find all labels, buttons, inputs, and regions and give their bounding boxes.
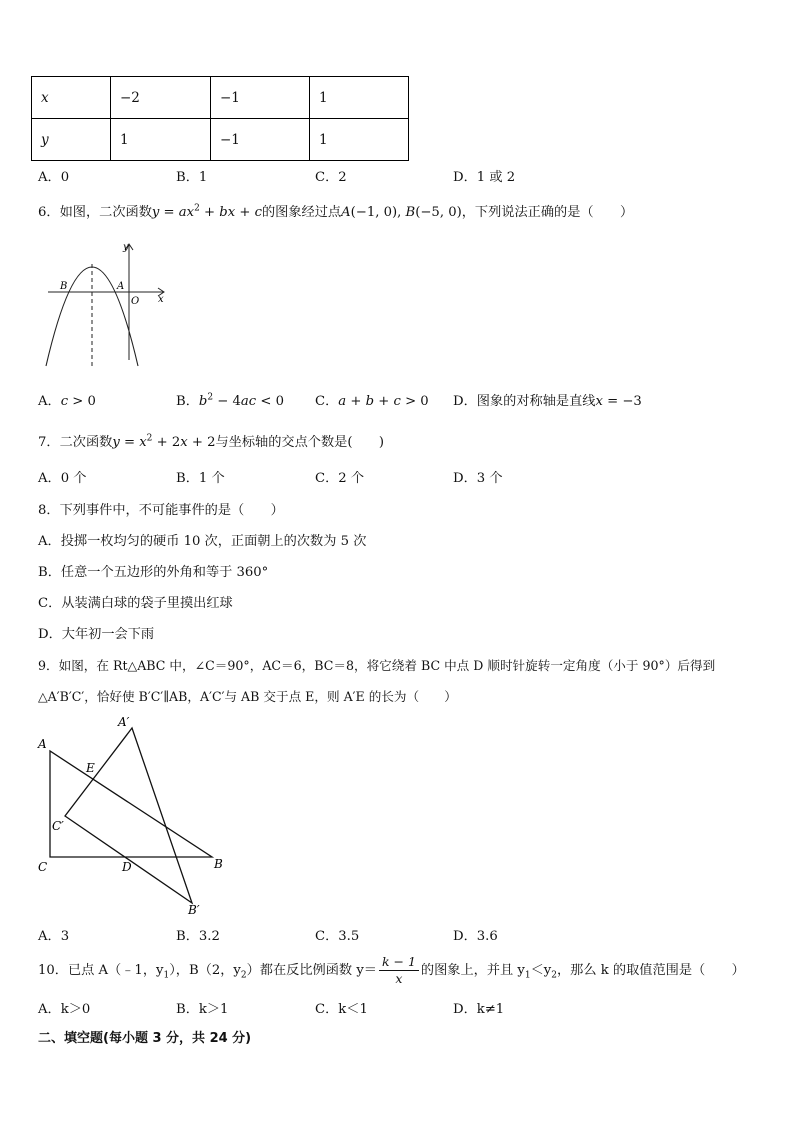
point-b-label: B xyxy=(60,281,68,292)
label-d: D xyxy=(122,860,132,874)
q7-option-d: D．3 个 xyxy=(453,471,503,486)
q9-triangle-figure xyxy=(30,710,230,920)
x-label: x xyxy=(158,294,164,305)
q10-option-a: A．k＞0 xyxy=(38,1002,91,1017)
q9-option-c: C．3.5 xyxy=(315,929,360,944)
q7-option-c: C．2 个 xyxy=(315,471,365,486)
q7-option-a: A．0 个 xyxy=(38,471,87,486)
q6-option-d: D．图象的对称轴是直线x = −3 xyxy=(453,394,642,409)
q9-option-a: A．3 xyxy=(38,929,70,944)
row-label-x: x xyxy=(32,77,111,119)
q6-option-c: C．a + b + c > 0 xyxy=(315,394,429,409)
q6-option-a: A．c > 0 xyxy=(38,394,96,409)
q9-stem-line2: △A′B′C′，恰好使 B′C′∥AB，A′C′与 AB 交于点 E，则 A′E 的长为（ ） xyxy=(38,689,457,704)
label-b-prime: B′ xyxy=(188,903,200,917)
q8-option-d: D．大年初一会下雨 xyxy=(38,627,155,642)
label-c-prime: C′ xyxy=(52,819,64,833)
table-cell: −1 xyxy=(211,77,310,119)
q8-stem: 8．下列事件中，不可能事件的是（ ） xyxy=(38,503,284,518)
q10-option-b: B．k＞1 xyxy=(176,1002,229,1017)
label-a: A xyxy=(38,737,47,751)
y-label: y xyxy=(123,242,129,253)
q6-parabola-figure xyxy=(40,238,175,370)
q6-prefix: 6．如图，二次函数 xyxy=(38,205,152,220)
point-a-label: A xyxy=(117,281,125,292)
table-cell: −1 xyxy=(211,119,310,161)
q10-fraction: $\frac{k - 1}{x}$ xyxy=(379,954,419,987)
q6-mid: 的图象经过点 xyxy=(261,205,342,220)
q8-option-a: A．投掷一枚均匀的硬币 10 次，正面朝上的次数为 5 次 xyxy=(38,534,367,549)
q5-option-d: D．1 或 2 xyxy=(453,170,516,185)
triangle-a1b1c1 xyxy=(65,728,192,903)
origin-label: O xyxy=(131,296,140,307)
q8-option-c: C．从装满白球的袋子里摸出红球 xyxy=(38,596,233,611)
q7-option-b: B．1 个 xyxy=(176,471,225,486)
q10-stem: 10．已点 A（﹣1，$y_1$），B（2，$y_2$）都在反比例函数 y＝ $\frac{k - 1}{x}$ 的图象上，并且 $y_1<y_2$，那么 k 的取值范围是（ ） xyxy=(38,954,745,986)
label-a-prime: A′ xyxy=(118,715,130,729)
section-heading: 二、填空题(每小题 3 分，共 24 分) xyxy=(38,1031,252,1046)
table-row xyxy=(32,119,409,161)
q10-option-c: C．k＜1 xyxy=(315,1002,368,1017)
q8-option-b: B．任意一个五边形的外角和等于 360° xyxy=(38,565,269,580)
q10-option-d: D．k≠1 xyxy=(453,1002,505,1017)
q7-stem: 7．二次函数$y = x^2 + 2x + 2$与坐标轴的交点个数是( ) xyxy=(38,433,385,450)
table-cell: 1 xyxy=(310,119,409,161)
q9-option-d: D．3.6 xyxy=(453,929,498,944)
q9-option-b: B．3.2 xyxy=(176,929,220,944)
table-cell: −2 xyxy=(111,77,211,119)
table-cell: 1 xyxy=(111,119,211,161)
label-c: C xyxy=(38,860,48,874)
table-row xyxy=(32,77,409,119)
row-label-y: y xyxy=(32,119,111,161)
q5-option-c: C．2 xyxy=(315,170,347,185)
label-e: E xyxy=(86,761,95,775)
q5-option-a: A．0 xyxy=(38,170,70,185)
label-b: B xyxy=(214,857,223,871)
q6-suffix: ，下列说法正确的是（ ） xyxy=(461,205,634,220)
xy-table xyxy=(31,76,409,161)
q6-option-b: B．$b^2 - 4ac < 0$ xyxy=(176,392,284,409)
table-cell: 1 xyxy=(310,77,409,119)
q6-stem: 6．如图，二次函数$y = ax^2$ + bx + c的图象经过点A(−1, 0), B(−5, 0)，下列说法正确的是（ ） xyxy=(38,203,634,220)
q5-option-b: B．1 xyxy=(176,170,208,185)
q9-stem-line1: 9．如图，在 Rt△ABC 中，∠C＝90°，AC＝6，BC＝8，将它绕着 BC 中点 D 顺时针旋转一定角度（小于 90°）后得到 xyxy=(38,658,716,673)
